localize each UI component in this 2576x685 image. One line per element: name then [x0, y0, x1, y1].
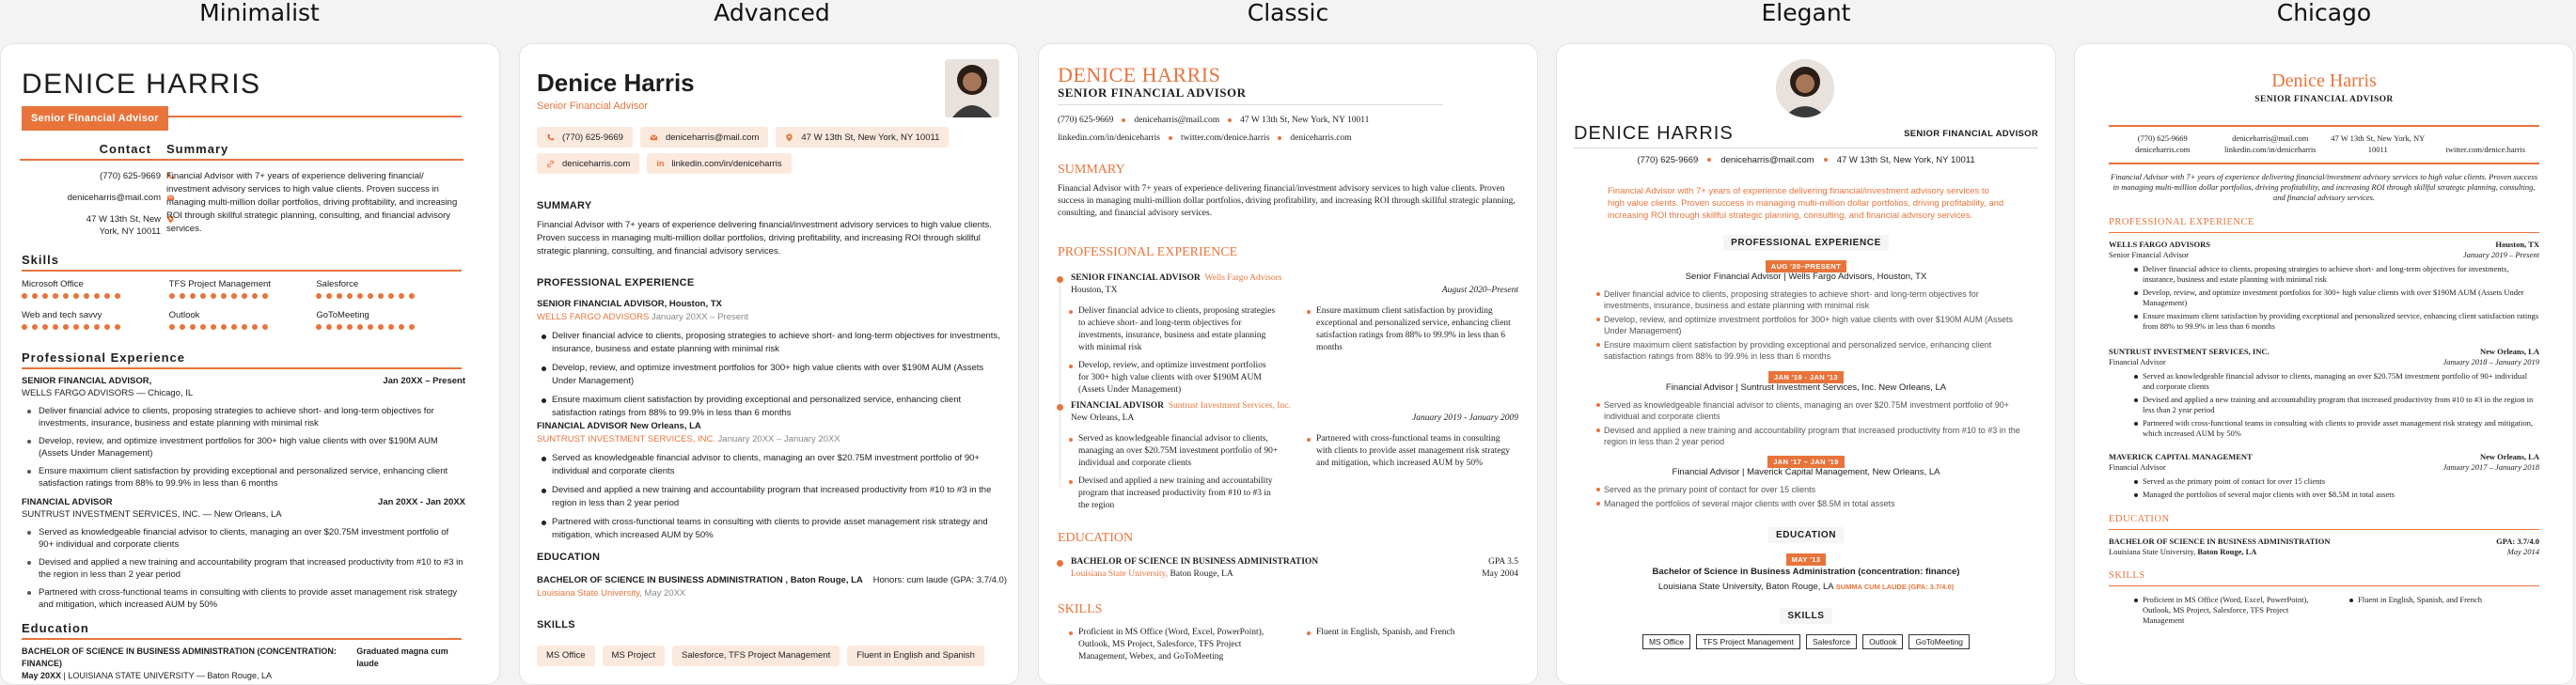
- job-bullet: Develop, review, and optimize investment portfolios for 300+ high value clients with over $190M AUM (Assets Under Management): [1604, 314, 2027, 336]
- divider: [22, 367, 462, 369]
- date-badge-label: MAY '13: [1786, 553, 1827, 566]
- edu-gpa: GPA 3.5: [1488, 557, 1518, 567]
- avatar-icon: [1776, 59, 1834, 117]
- contact-list: [20, 170, 175, 247]
- job-entry: [1058, 273, 1518, 295]
- job-entry: [22, 375, 465, 495]
- job-bullet: Served as the primary point of contact for over 15 clients: [1604, 484, 2027, 495]
- skill-chip: Fluent in English and Spanish: [847, 646, 984, 666]
- job-bullet: Served as knowledgeable financial advisor to clients, managing an over $20.75M investment portfolio of 90+ individual and corporate clients: [552, 452, 1007, 478]
- section-heading-experience: PROFESSIONAL EXPERIENCE: [537, 277, 695, 288]
- job-location: New Orleans, LA: [2479, 452, 2539, 461]
- job-company: SUNTRUST INVESTMENT SERVICES, INC. — New Orleans, LA: [22, 509, 282, 520]
- skill-label: Salesforce: [316, 279, 359, 289]
- section-heading-education: Education: [22, 621, 89, 635]
- linkedin-text: linkedin.com/in/deniceharris: [1058, 133, 1160, 143]
- divider: [1058, 104, 1443, 105]
- skill-item: [22, 310, 169, 330]
- section-heading-skills: SKILLS: [1058, 602, 1103, 616]
- timeline-dot: [1057, 404, 1063, 411]
- contact-line: [1574, 155, 2038, 165]
- job-date: Jan 20XX – Present: [383, 376, 465, 386]
- skill-item: Proficient in MS Office (Word, Excel, PowerPoint), Outlook, MS Project, Salesforce, TFS Project Management: [2143, 595, 2324, 626]
- phone-text: (770) 625-9669: [2137, 133, 2188, 143]
- job-entry: [2109, 240, 2539, 335]
- job-bullet: Devised and applied a new training and accountability program that increased productivity from #10 to #3 in the region in less than 2 year period: [1604, 425, 2027, 447]
- education-entry: [1557, 582, 2055, 592]
- section-heading-experience: PROFESSIONAL EXPERIENCE: [1058, 245, 1238, 259]
- skill-tag: Outlook: [1862, 634, 1903, 649]
- skill-rating: [316, 293, 463, 299]
- section-heading-label: EDUCATION: [1768, 527, 1844, 543]
- job-bullet: Develop, review, and optimize investment portfolios for 300+ high value clients with over $190M AUM (Assets Under Management): [2143, 288, 2539, 308]
- job-entry: [22, 496, 465, 616]
- job-title: SENIOR FINANCIAL ADVISOR,: [537, 299, 668, 309]
- job-title: FINANCIAL ADVISOR: [537, 421, 628, 431]
- job-bullet: Managed the portfolios of several major clients with over $8.5M in total assets: [1604, 498, 2027, 509]
- edu-school: Louisiana State University,: [2109, 547, 2196, 556]
- edu-date: May 20XX: [22, 671, 62, 680]
- education-entry: [1058, 557, 1518, 579]
- skill-rating: [316, 324, 463, 330]
- job-bullet: Deliver financial advice to clients, proposing strategies to achieve short- and long-term objectives for investments, insurance, business and estate planning with minimal risk: [1604, 288, 2027, 311]
- divider: [2109, 232, 2539, 233]
- phone-text: (770) 625-9669: [100, 171, 161, 181]
- date-badge-label: AUG '20–PRESENT: [1766, 260, 1846, 272]
- job-date: January 2019 – Present: [2462, 250, 2539, 259]
- contact-grid: [2109, 132, 2539, 155]
- skill-label: Web and tech savvy: [22, 310, 102, 320]
- edu-date: May 20XX: [641, 588, 686, 599]
- resume-name: DENICE HARRIS: [1574, 123, 1734, 144]
- job-entry: [537, 298, 1007, 426]
- job-date: January 2018 – January 2019: [2442, 357, 2539, 366]
- job-company: Suntrust Investment Services, Inc.: [1168, 401, 1291, 411]
- job-bullets: [1065, 305, 1516, 402]
- template-title-classic: Classic: [1247, 0, 1329, 26]
- edu-degree: BACHELOR OF SCIENCE IN BUSINESS ADMINISTRATION ,: [537, 575, 789, 585]
- skill-label: GoToMeeting: [316, 310, 369, 320]
- contact-line: [1058, 112, 1528, 148]
- job-bullet: Served as knowledgeable financial advisor to clients, managing an over $20.75M investment portfolio of 90+ individual and corporate clients: [1078, 434, 1279, 468]
- skill-rating: [169, 324, 317, 330]
- address-text: 47 W 13th St, New York, NY 10011: [2331, 133, 2426, 154]
- skill-item: [316, 279, 463, 299]
- job-bullet: Partnered with cross-functional teams in consulting with clients to provide asset management risk strategy and mitigation, which increased AUM by 50%: [2143, 418, 2539, 439]
- contact-cell: [2324, 132, 2432, 155]
- phone-text: (770) 625-9669: [562, 132, 623, 143]
- address-text: 47 W 13th St, New York, NY 10011: [801, 132, 940, 143]
- section-heading-skills: [1557, 608, 2055, 624]
- date-badge: [1557, 550, 2055, 567]
- skill-tag: Salesforce: [1806, 634, 1857, 649]
- skill-item: Fluent in English, Spanish, and French: [1316, 627, 1516, 639]
- job-bullet: Deliver financial advice to clients, proposing strategies to achieve short- and long-term objectives for investments, insurance, business and estate planning with minimal risk: [1078, 305, 1279, 354]
- skill-chips: [537, 646, 984, 666]
- contact-chips: [537, 127, 979, 174]
- contact-address[interactable]: [776, 127, 949, 148]
- contact-phone[interactable]: [537, 127, 633, 148]
- job-entry: [1058, 401, 1518, 423]
- website-text: deniceharris.com: [1290, 133, 1352, 143]
- skills-grid: [22, 279, 463, 330]
- job-bullet: Served as knowledgeable financial advisor to clients, managing an over $20.75M investment portfolio of 90+ individual and corporate clients: [35, 526, 465, 551]
- summary-text: Financial Advisor with 7+ years of experience delivering financial/investment advisory services to high value clients. Proven success in managing multi-million dollar portfolios, driving profitability, and increasing ROI through skillful strategic planning, consulting, and financial advisory services.: [1608, 186, 2004, 221]
- address-text: 47 W 13th St, New York, NY 10011: [1240, 116, 1370, 125]
- job-title: SENIOR FINANCIAL ADVISOR: [1071, 273, 1201, 283]
- skill-label: TFS Project Management: [168, 279, 271, 289]
- skill-tag: GoToMeeting: [1908, 634, 1970, 649]
- phone-text: (770) 625-9669: [1637, 155, 1699, 165]
- website-text: deniceharris.com: [562, 158, 631, 169]
- section-heading-summary: Summary: [166, 142, 229, 156]
- resume-name: DENICE HARRIS: [1058, 63, 1221, 86]
- edu-location: Baton Rouge, LA: [788, 575, 863, 585]
- job-bullet: Partnered with cross-functional teams in consulting with clients to provide asset management risk strategy and mitigation, which increased AUM by 50%: [552, 516, 1007, 542]
- job-date: Jan 20XX - Jan 20XX: [378, 497, 465, 507]
- skill-item: [169, 279, 317, 299]
- resume-card-minimalist[interactable]: [0, 43, 500, 685]
- job-company: Wells Fargo Advisors: [1204, 273, 1282, 283]
- job-bullet: Devised and applied a new training and accountability program that increased productivity from #10 to #3 in the region in less than 2 year period: [2143, 395, 2539, 415]
- job-bullet: Served as the primary point of contact for over 15 clients: [2143, 476, 2539, 487]
- divider: [20, 159, 170, 161]
- job-location: New Orleans, LA: [2479, 347, 2539, 356]
- skill-chip: MS Project: [603, 646, 665, 666]
- address-text: 47 W 13th St, New York, NY 10011: [86, 214, 161, 237]
- template-title-advanced: Advanced: [714, 0, 830, 26]
- job-bullet: Served as knowledgeable financial advisor to clients, managing an over $20.75M investment portfolio of 90+ individual and corporate clients: [1604, 399, 2027, 422]
- edu-school: | LOUISIANA STATE UNIVERSITY — Baton Rouge, LA: [61, 671, 272, 680]
- edu-honor: Honors: cum laude (GPA: 3.7/4.0): [872, 575, 1007, 585]
- website-text: deniceharris.com: [2135, 145, 2191, 154]
- resume-name: Denice Harris: [2271, 70, 2377, 91]
- job-title: Financial Advisor: [2109, 462, 2166, 472]
- section-heading-label: SKILLS: [1780, 608, 1831, 624]
- section-heading-experience: [1557, 235, 2055, 251]
- job-date: August 2020–Present: [1441, 286, 1518, 295]
- job-bullet: Deliver financial advice to clients, proposing strategies to achieve short- and long-term objectives for investments, insurance, business and estate planning with minimal risk: [2143, 264, 2539, 285]
- skill-rating: [22, 324, 169, 330]
- summary-text: Financial Advisor with 7+ years of experience delivering financial/investment advisory services to high value clients. Proven success in managing multi-million dollar portfolios, driving profitability, and increasing ROI through skillful strategic planning, consulting, and financial advisory services.: [2111, 172, 2537, 202]
- skill-rating: [169, 293, 317, 299]
- divider: [2109, 529, 2539, 530]
- edu-school: Louisiana State University,: [537, 588, 642, 599]
- section-heading-skills: SKILLS: [2109, 570, 2145, 581]
- divider: [166, 159, 463, 161]
- section-heading-experience: PROFESSIONAL EXPERIENCE: [2109, 217, 2254, 227]
- job-company: SUNTRUST INVESTMENT SERVICES, INC.: [537, 434, 716, 444]
- job-bullet: Ensure maximum client satisfaction by providing exceptional and personalized service, enhancing client satisfaction ratings from 88% to 99.9% in less than 6 months: [35, 465, 465, 490]
- resume-card-advanced[interactable]: [519, 43, 1019, 685]
- divider: [2109, 585, 2539, 586]
- job-title: Financial Advisor: [2109, 357, 2166, 366]
- contact-email[interactable]: [640, 127, 768, 148]
- email-text: deniceharris@mail.com: [1720, 155, 1814, 165]
- job-header: Financial Advisor | Suntrust Investment Services, Inc. New Orleans, LA: [1665, 382, 1947, 393]
- resume-title: SENIOR FINANCIAL ADVISOR: [1058, 86, 1247, 100]
- job-company: WELLS FARGO ADVISORS: [537, 312, 650, 322]
- job-bullet: Ensure maximum client satisfaction by providing exceptional and personalized service, enhancing client satisfaction ratings from 88% to 99.9% in less than 6 months: [2143, 311, 2539, 331]
- phone-text: (770) 625-9669: [1058, 116, 1114, 125]
- section-heading-summary: SUMMARY: [537, 200, 592, 211]
- job-title: Senior Financial Advisor: [2109, 250, 2189, 259]
- edu-degree: Bachelor of Science in Business Administration (concentration: finance): [1652, 567, 1960, 577]
- contact-email: [20, 192, 175, 204]
- twitter-text: twitter.com/denice.harris: [1180, 133, 1270, 143]
- summary-text: Financial Advisor with 7+ years of experience delivering financial/ investment advisory services to high value clients. Proven success in managing multi-million dollar portfolios, driving profitability, and increasing ROI through skillful strategic planning, consulting, and financial advisory services.: [166, 171, 458, 234]
- template-title-minimalist: Minimalist: [199, 0, 320, 26]
- section-heading-education: EDUCATION: [537, 552, 601, 563]
- skills-list: [2109, 595, 2539, 629]
- job-entry: [2109, 452, 2539, 503]
- contact-cell: [2217, 132, 2325, 155]
- skill-item: [316, 310, 463, 330]
- resume-title: SENIOR FINANCIAL ADVISOR: [2254, 95, 2394, 104]
- resume-card-classic[interactable]: [1038, 43, 1538, 685]
- job-bullet: Ensure maximum client satisfaction by providing exceptional and personalized service, enhancing client satisfaction ratings from 88% to 99.9% in less than 6 months: [552, 394, 1007, 420]
- skill-item: [22, 279, 169, 299]
- skill-rating: [22, 293, 169, 299]
- skill-item: Fluent in English, Spanish, and French: [2358, 595, 2539, 605]
- resume-title: SENIOR FINANCIAL ADVISOR: [1904, 129, 2038, 139]
- email-text: deniceharris@mail.com: [1134, 116, 1220, 125]
- contact-linkedin[interactable]: [647, 153, 791, 174]
- job-entry: [537, 420, 1007, 548]
- job-date: January 20XX – January 20XX: [715, 434, 840, 444]
- section-heading-education: EDUCATION: [2109, 514, 2170, 524]
- summary-text: Financial Advisor with 7+ years of experience delivering financial/investment advisory services to high value clients. Proven success in managing multi-million dollar portfolios, driving profitability, and increasing ROI through skillful strategic planning, consulting, and financial advisory services.: [1058, 184, 1516, 218]
- job-date: January 2019 - January 2009: [1412, 413, 1518, 423]
- edu-date: May 2004: [1482, 569, 1518, 579]
- edu-degree: BACHELOR OF SCIENCE IN BUSINESS ADMINISTRATION: [2109, 537, 2331, 546]
- job-company: WELLS FARGO ADVISORS: [2109, 240, 2211, 249]
- job-bullet: Devised and applied a new training and accountability program that increased productivity from #10 to #3 in the region: [1078, 475, 1279, 512]
- edu-school: Louisiana State University, Baton Rouge, LA: [1657, 582, 1834, 592]
- section-heading-education: [1557, 527, 2055, 543]
- divider: [22, 638, 462, 640]
- edu-degree: BACHELOR OF SCIENCE IN BUSINESS ADMINISTRATION (CONCENTRATION: FINANCE): [22, 646, 337, 668]
- job-bullet: Deliver financial advice to clients, proposing strategies to achieve short- and long-term objectives for investments, insurance, business and estate planning with minimal risk: [552, 330, 1007, 356]
- location-icon: [785, 133, 793, 142]
- job-location: New Orleans, LA: [627, 421, 701, 431]
- job-location: Houston, TX: [2495, 240, 2539, 249]
- job-bullet: Ensure maximum client satisfaction by providing exceptional and personalized service, enhancing client satisfaction ratings from 88% to 99.9% in less than 6 months: [1316, 305, 1516, 354]
- section-heading-summary: SUMMARY: [1058, 163, 1125, 177]
- resume-name: DENICE HARRIS: [22, 69, 261, 100]
- edu-gpa: GPA: 3.7/4.0: [2496, 537, 2539, 546]
- skill-tag: MS Office: [1642, 634, 1690, 649]
- job-bullet: Deliver financial advice to clients, proposing strategies to achieve short- and long-term objectives for investments, insurance, business and estate planning with minimal risk: [35, 405, 465, 429]
- contact-address: [20, 213, 175, 238]
- contact-phone: [20, 170, 175, 182]
- profile-photo: [1776, 59, 1834, 117]
- job-header: Senior Financial Advisor | Wells Fargo Advisors, Houston, TX: [1685, 272, 1927, 282]
- edu-location: Baton Rouge, LA: [1168, 569, 1233, 579]
- job-bullet: Develop, review, and optimize investment portfolios for 300+ high value clients with over $190M AUM (Assets Under Management): [552, 362, 1007, 388]
- skill-tag: TFS Project Management: [1696, 634, 1800, 649]
- contact-cell: [2109, 132, 2217, 155]
- contact-website[interactable]: [537, 153, 639, 174]
- job-bullet: Partnered with cross-functional teams in consulting with clients to provide asset management risk strategy and mitigation, which increased AUM by 50%: [1316, 433, 1516, 470]
- resume-title: Senior Financial Advisor: [537, 101, 649, 112]
- title-badge: Senior Financial Advisor: [22, 106, 168, 131]
- job-bullets: [1594, 484, 2027, 512]
- profile-photo: [945, 59, 999, 117]
- divider: [22, 270, 462, 272]
- skill-tags: [1557, 634, 2055, 649]
- job-company: MAVERICK CAPITAL MANAGEMENT: [2109, 452, 2253, 461]
- email-text: deniceharris@mail.com: [2232, 133, 2309, 143]
- timeline-dot: [1057, 276, 1063, 283]
- education-entry: [537, 574, 1007, 600]
- job-date: January 2017 – January 2018: [2442, 462, 2539, 472]
- job-bullet: Partnered with cross-functional teams in consulting with clients to provide asset management risk strategy and mitigation, which increased AUM by 50%: [35, 586, 465, 611]
- skill-label: Microsoft Office: [22, 279, 84, 289]
- job-title: FINANCIAL ADVISOR: [22, 497, 113, 507]
- linkedin-text: linkedin.com/in/deniceharris: [2224, 145, 2317, 154]
- edu-honor: SUMMA CUM LAUDE (GPA: 3.7/4.0): [1833, 583, 1955, 591]
- timeline-dot: [1057, 560, 1063, 567]
- skill-item: [169, 310, 317, 330]
- edu-school: Louisiana State University,: [1071, 569, 1169, 579]
- job-bullets: [1594, 399, 2027, 450]
- section-heading-skills: SKILLS: [537, 619, 575, 631]
- section-heading-contact: Contact: [99, 142, 151, 156]
- email-text: deniceharris@mail.com: [67, 193, 161, 203]
- job-title: FINANCIAL ADVISOR: [1071, 401, 1164, 411]
- section-heading-label: PROFESSIONAL EXPERIENCE: [1723, 235, 1889, 251]
- job-bullet: Develop, review, and optimize investment portfolios for 300+ high value clients with over $190M AUM (Assets Under Management): [35, 435, 465, 459]
- job-location: Houston, TX: [667, 299, 722, 309]
- job-bullet: Ensure maximum client satisfaction by providing exceptional and personalized service, enhancing client satisfaction ratings from 88% to 99.9% in less than 6 months: [1604, 339, 2027, 362]
- resume-card-elegant[interactable]: [1556, 43, 2056, 685]
- edu-degree: BACHELOR OF SCIENCE IN BUSINESS ADMINISTRATION: [1071, 557, 1319, 567]
- email-icon: [650, 133, 658, 142]
- date-badge-label: JAN '19 - JAN '13: [1768, 371, 1844, 383]
- skill-label: Outlook: [168, 310, 200, 320]
- job-location: New Orleans, LA: [1071, 413, 1135, 423]
- job-bullets: [1065, 433, 1516, 518]
- divider: [2109, 163, 2539, 164]
- job-bullet: Managed the portfolios of several major clients with over $8.5M in total assets: [2143, 490, 2539, 500]
- edu-honor: Graduated magna cum laude: [356, 646, 448, 668]
- summary-text: Financial Advisor with 7+ years of experience delivering financial/investment advisory services to high value clients. Proven success in managing multi-million dollar portfolios, driving profitability, and increasing ROI through skillful strategic planning, consulting, and financial advisory services.: [537, 220, 992, 257]
- divider: [2109, 125, 2539, 127]
- job-bullet: Develop, review, and optimize investment portfolios for 300+ high value clients with over $190M AUM (Assets Under Management): [1078, 360, 1279, 397]
- education-entry: [22, 646, 465, 682]
- linkedin-text: linkedin.com/in/deniceharris: [671, 158, 782, 169]
- job-title: SENIOR FINANCIAL ADVISOR,: [22, 376, 152, 386]
- resume-card-chicago[interactable]: [2074, 43, 2574, 685]
- job-location: Houston, TX: [1071, 286, 1118, 295]
- job-company: SUNTRUST INVESTMENT SERVICES, INC.: [2109, 347, 2270, 356]
- resume-name: Denice Harris: [537, 69, 695, 97]
- skill-chip: MS Office: [537, 646, 595, 666]
- contact-cell: [2432, 132, 2540, 155]
- linkedin-icon: in: [656, 159, 665, 168]
- job-entry: [2109, 347, 2539, 442]
- edu-date: May 2014: [2506, 547, 2539, 556]
- job-bullet: Devised and applied a new training and accountability program that increased productivity from #10 to #3 in the region in less than 2 year period: [35, 556, 465, 581]
- job-date: January 20XX – Present: [649, 312, 748, 322]
- job-company: WELLS FARGO ADVISORS — Chicago, IL: [22, 388, 194, 398]
- job-bullet: Served as knowledgeable financial advisor to clients, managing an over $20.75M investment portfolio of 90+ individual and corporate clients: [2143, 371, 2539, 392]
- email-text: deniceharris@mail.com: [665, 132, 760, 143]
- address-text: 47 W 13th St, New York, NY 10011: [1836, 155, 1975, 165]
- link-icon: [546, 160, 555, 168]
- avatar-icon: [945, 59, 999, 117]
- job-bullet: Devised and applied a new training and accountability program that increased productivity from #10 to #3 in the region in less than 2 year period: [552, 484, 1007, 510]
- date-badge-label: JAN '17 – JAN '19: [1767, 456, 1845, 468]
- section-heading-experience: Professional Experience: [22, 350, 186, 365]
- skills-list: [1065, 627, 1516, 669]
- template-title-chicago: Chicago: [2276, 0, 2372, 26]
- template-title-elegant: Elegant: [1761, 0, 1851, 26]
- edu-location: Baton Rouge, LA: [2195, 547, 2257, 556]
- education-entry: [2109, 537, 2539, 557]
- job-header: Financial Advisor | Maverick Capital Management, New Orleans, LA: [1672, 467, 1940, 477]
- section-heading-education: EDUCATION: [1058, 531, 1134, 545]
- phone-icon: [546, 133, 555, 142]
- skill-chip: Salesforce, TFS Project Management: [672, 646, 840, 666]
- twitter-text: twitter.com/denice.harris: [2445, 145, 2525, 154]
- skill-item: Proficient in MS Office (Word, Excel, PowerPoint), Outlook, MS Project, Salesforce, TFS Project Management, Webex, and GoToMeeting: [1078, 627, 1279, 663]
- section-heading-skills: Skills: [22, 253, 59, 267]
- job-bullets: [1594, 288, 2027, 365]
